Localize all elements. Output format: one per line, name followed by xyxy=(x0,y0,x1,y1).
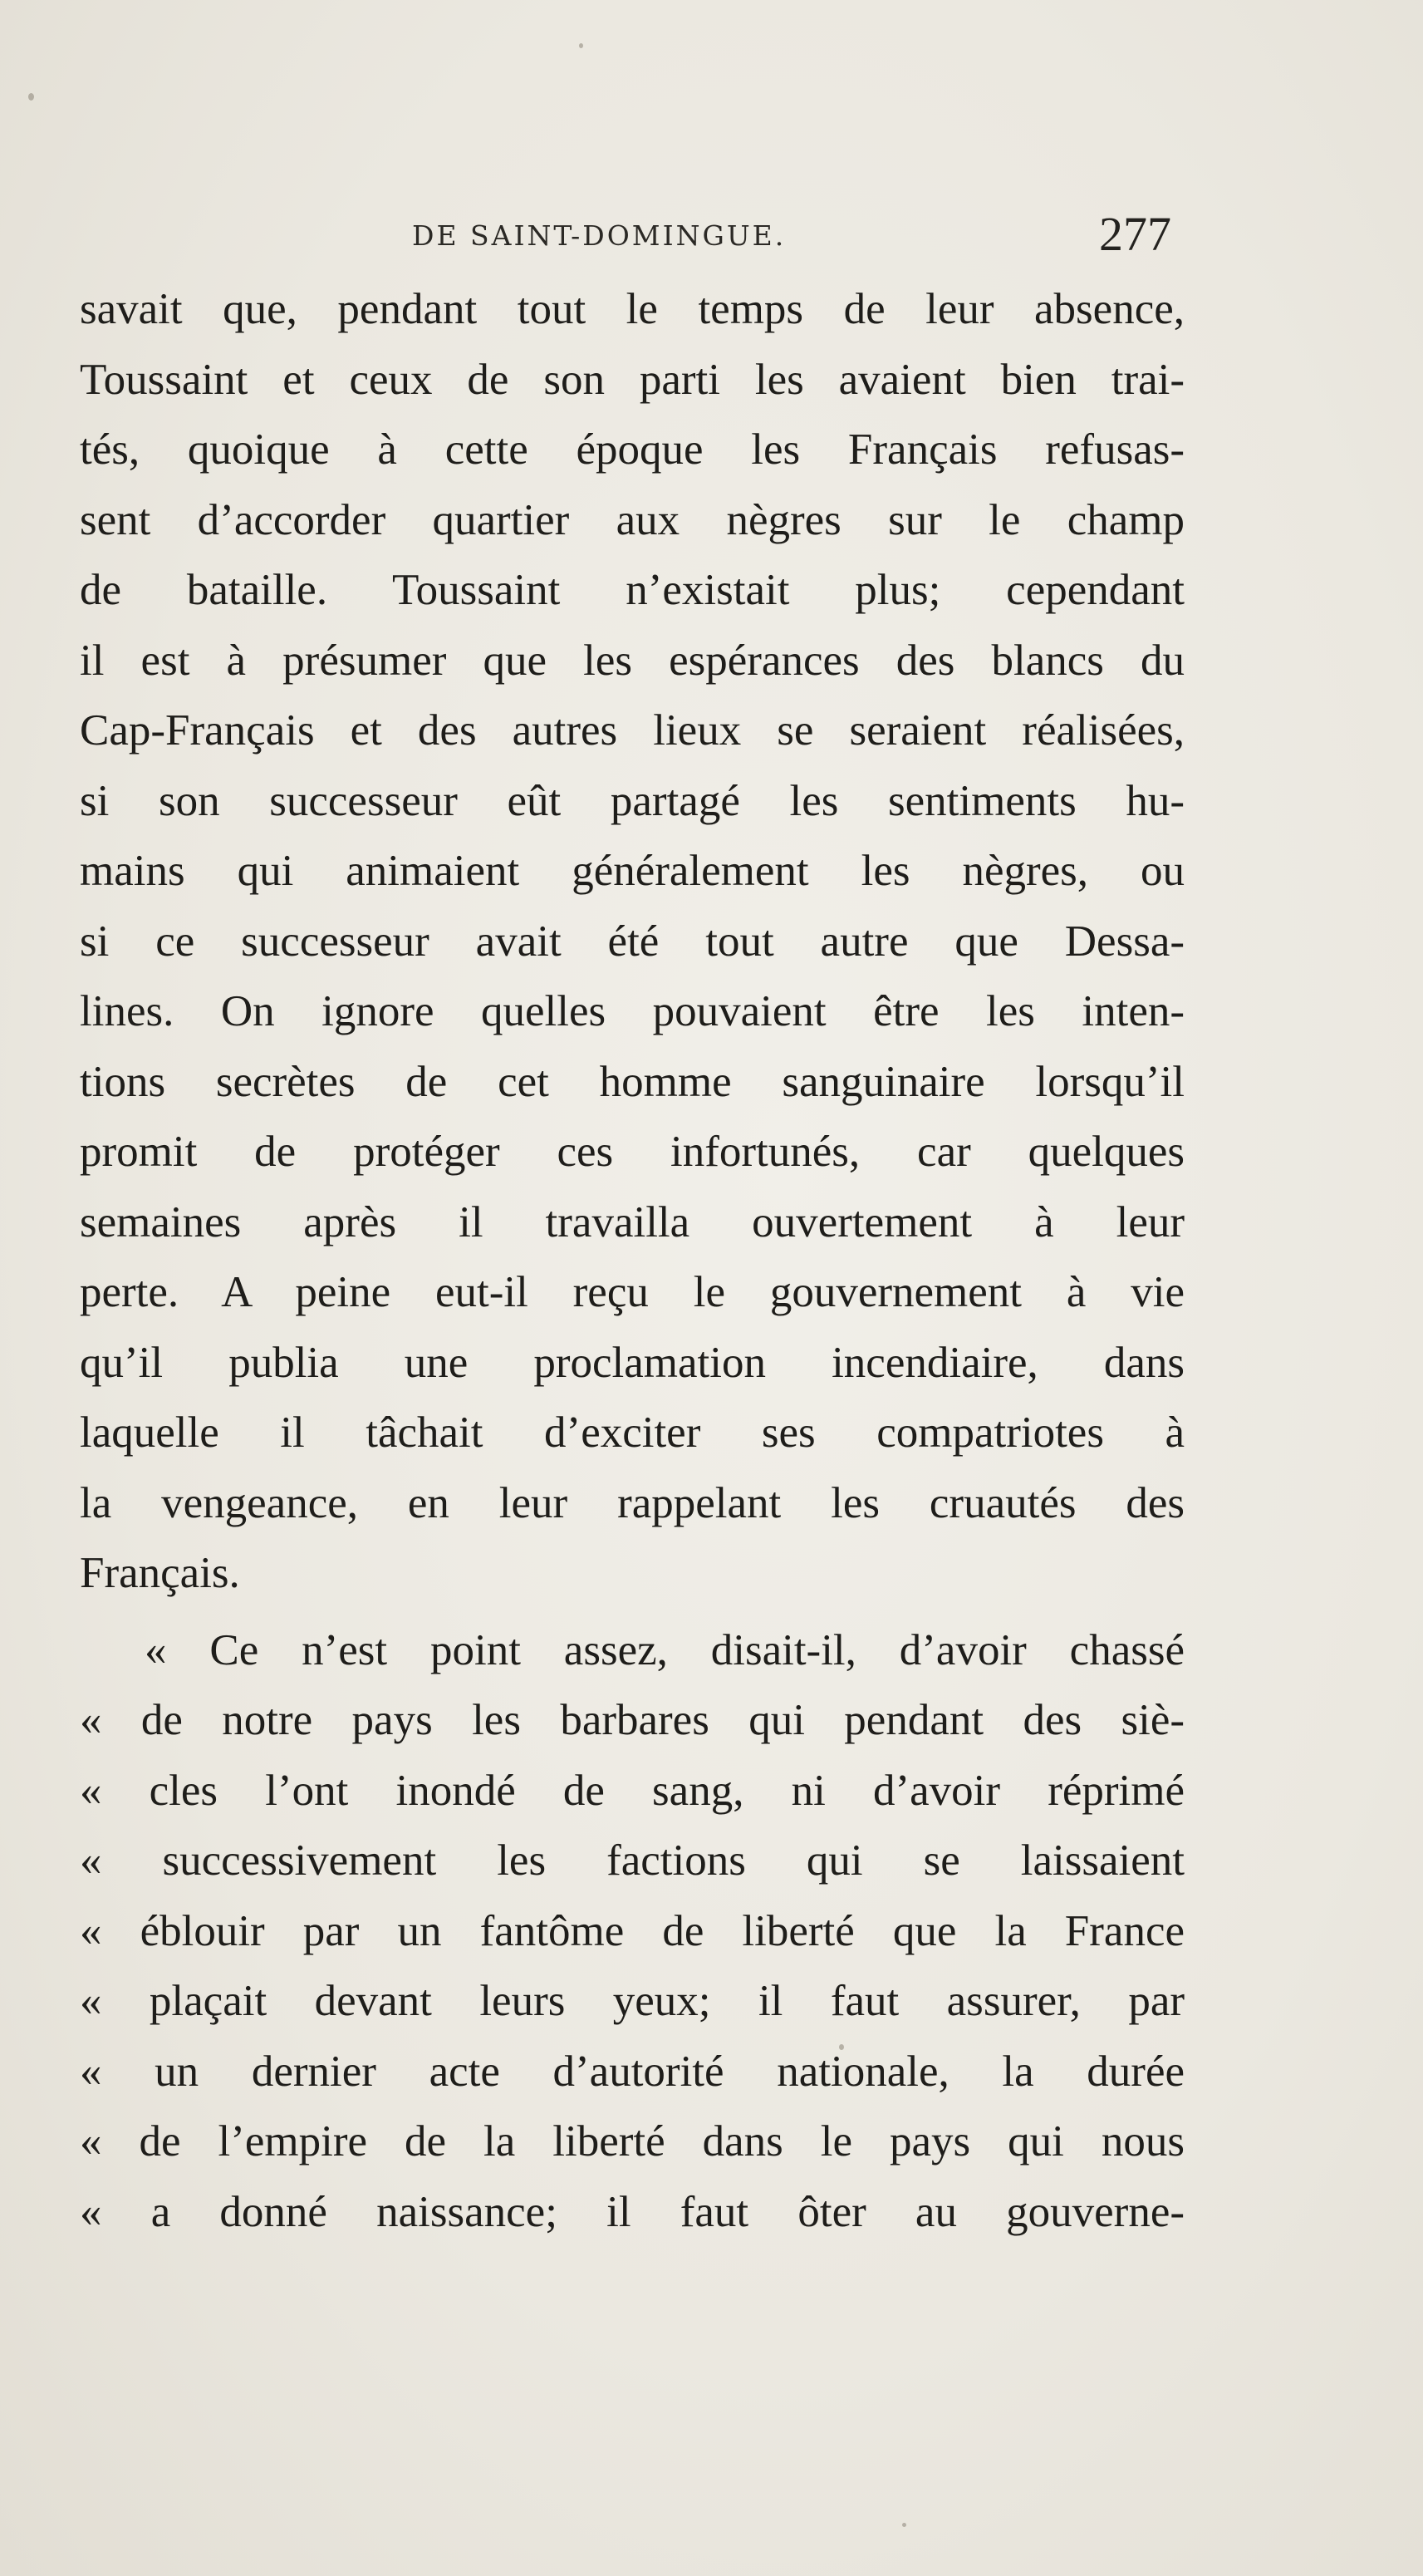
text-line: Toussaint et ceux de son parti les avaient bien trai- xyxy=(80,355,1185,404)
text-line: la vengeance, en leur rappelant les cruautés des xyxy=(80,1478,1185,1527)
running-head xyxy=(0,206,1423,261)
text-line: Cap-Français et des autres lieux se seraient réalisées, xyxy=(80,706,1185,755)
text-line: semaines après il travailla ouvertement à leur xyxy=(80,1197,1185,1246)
quote-line: « successivement les factions qui se laissaient xyxy=(80,1836,1185,1885)
running-title: DE SAINT-DOMINGUE. xyxy=(412,219,787,252)
paper-speck xyxy=(28,93,34,101)
text-line: qu’il publia une proclamation incendiaire, dans xyxy=(80,1338,1185,1387)
quote-line: « plaçait devant leurs yeux; il faut assurer, par xyxy=(80,1977,1185,2025)
paper-speck xyxy=(579,43,583,48)
text-line: lines. On ignore quelles pouvaient être les inten- xyxy=(80,987,1185,1035)
quote-line: « de l’empire de la liberté dans le pays qui nous xyxy=(80,2117,1185,2166)
text-line: tions secrètes de cet homme sanguinaire lorsqu’il xyxy=(80,1057,1185,1106)
text-line: Français. xyxy=(80,1549,240,1597)
quote-line: « cles l’ont inondé de sang, ni d’avoir réprimé xyxy=(80,1766,1185,1815)
quote-line: « éblouir par un fantôme de liberté que la France xyxy=(80,1906,1185,1955)
text-line: si son successeur eût partagé les sentiments hu- xyxy=(80,776,1185,825)
quote-line: « un dernier acte d’autorité nationale, la durée xyxy=(80,2047,1185,2096)
quote-line: « Ce n’est point assez, disait-il, d’avoir chassé xyxy=(145,1625,1185,1674)
paper-speck xyxy=(902,2523,906,2527)
text-line: laquelle il tâchait d’exciter ses compatriotes à xyxy=(80,1408,1185,1457)
body-text xyxy=(80,274,1185,2247)
text-line: sent d’accorder quartier aux nègres sur le champ xyxy=(80,495,1185,544)
quote-line: « a donné naissance; il faut ôter au gouverne- xyxy=(80,2187,1185,2236)
text-line: mains qui animaient généralement les nègres, ou xyxy=(80,847,1185,895)
quote-line: « de notre pays les barbares qui pendant des siè- xyxy=(80,1696,1185,1744)
text-line: il est à présumer que les espérances des blancs du xyxy=(80,636,1185,685)
text-line: si ce successeur avait été tout autre que Dessa- xyxy=(80,917,1185,966)
text-line: promit de protéger ces infortunés, car quelques xyxy=(80,1128,1185,1176)
text-line: perte. A peine eut-il reçu le gouvernement à vie xyxy=(80,1268,1185,1316)
text-line: de bataille. Toussaint n’existait plus; cependant xyxy=(80,566,1185,614)
text-line: savait que, pendant tout le temps de leur absence, xyxy=(80,285,1185,333)
page-number: 277 xyxy=(1099,207,1171,261)
text-line: tés, quoique à cette époque les Français refusas- xyxy=(80,425,1185,474)
